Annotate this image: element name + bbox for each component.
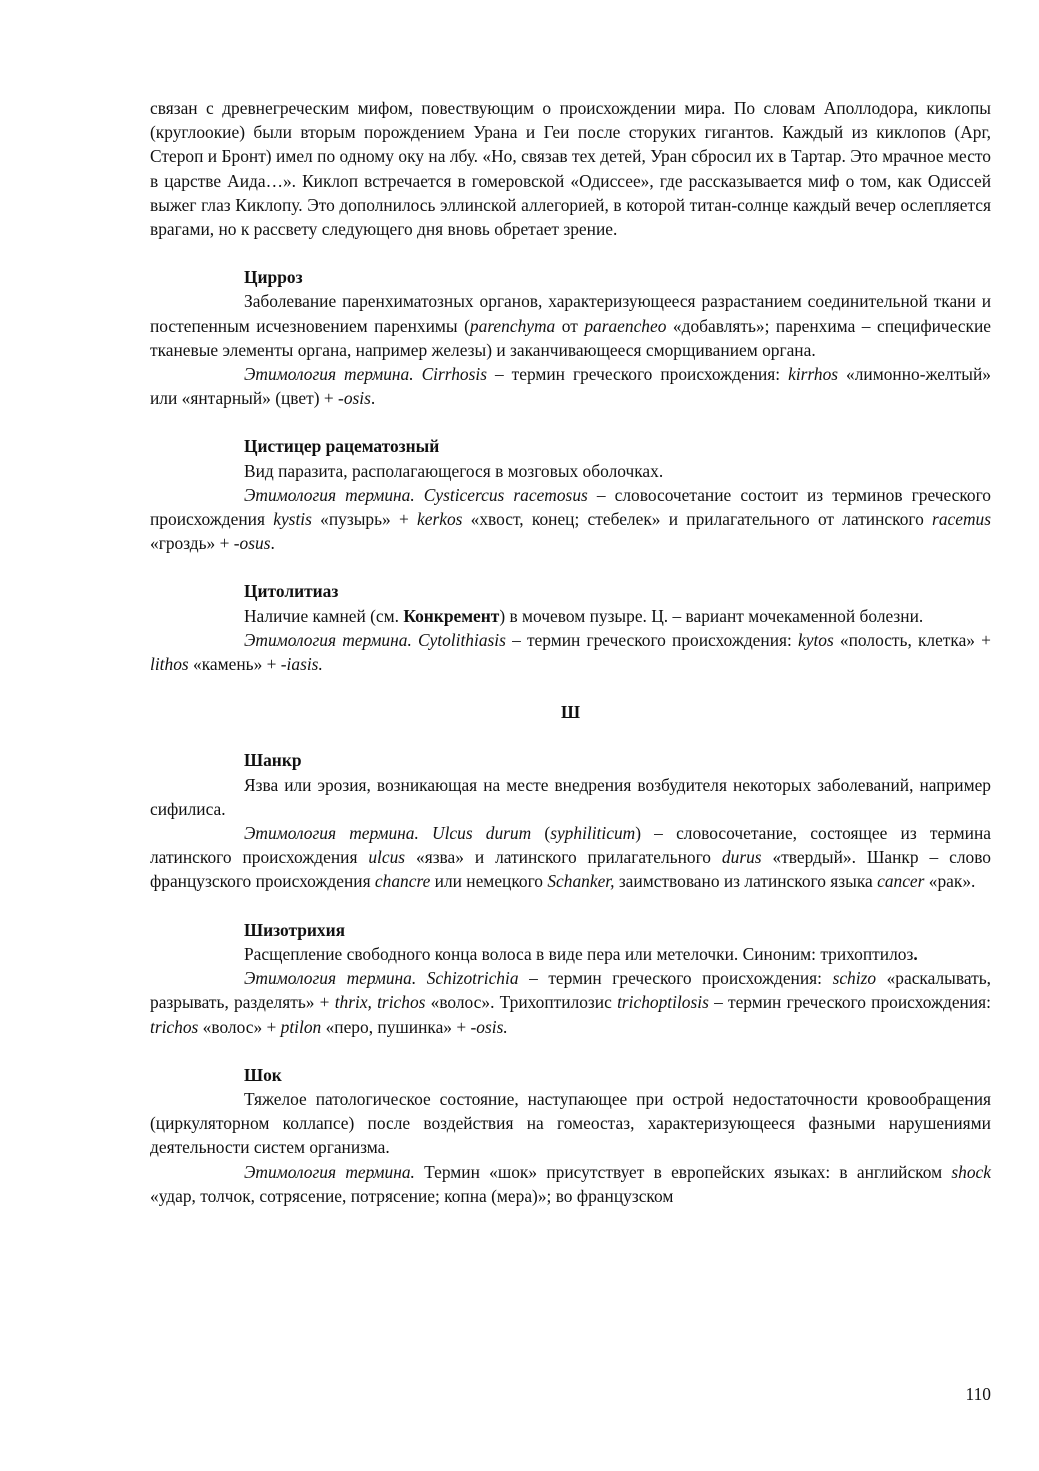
page-content	[150, 96, 991, 1208]
entry-title-cysticercus: Цистицер рацематозный	[244, 436, 440, 457]
chancre-definition: Язва или эрозия, возникающая на месте внедрения возбудителя некоторых заболеваний, например сифилиса.	[150, 774, 991, 819]
entry-title-cytolithiasis: Цитолитиаз	[244, 581, 339, 602]
schizotrichia-etymology: Этимология термина. Schizotrichia – термин греческого происхождения: schizo «раскалывать, разрывать, разделять» + thrix, trichos «волос». Трихоптилозис trichoptilosis – термин греческого происхождения: trichos «волос» + ptilon «перо, пушинка» + -osis.	[150, 968, 991, 1037]
cirrhosis-etymology: Этимология термина. Cirrhosis – термин греческого происхождения: kirrhos «лимонно-желтый» или «янтарный» (цвет) + -osis.	[150, 364, 991, 409]
section-letter: Ш	[560, 702, 581, 723]
entry-title-schizotrichia: Шизотрихия	[244, 919, 346, 940]
cross-reference: Конкремент	[403, 605, 500, 626]
intro-paragraph: связан с древнегреческим мифом, повествующим о происхождении мира. По словам Аполлодора, киклопы (круглоокие) были вторым порождением Урана и Геи после сторуких гигантов. Каждый из киклопов (Арг, Стероп и Бронт) имел по одному оку на лбу. «Но, связав тех детей, Уран сбросил их в Тартар. Это мрачное место в царстве Аида…». Киклоп встречается в гомеровской «Одиссее», где рассказывается миф о том, как Одиссей выжег глаз Киклопу. Это дополнилось эллинской аллегорией, в которой титан-солнце каждый вечер ослепляется врагами, но к рассвету следующего дня вновь обретает зрение.	[150, 98, 991, 240]
entry-title-chancre: Шанкр	[244, 750, 302, 771]
cytolithiasis-etymology: Этимология термина. Cytolithiasis – термин греческого происхождения: kytos «полость, клетка» + lithos «камень» + -iasis.	[150, 629, 991, 675]
page-number: 110	[965, 1384, 991, 1404]
shock-definition: Тяжелое патологическое состояние, наступающее при острой недостаточности кровообращения (циркуляторном коллапсе) после воздействия на гомеостаз, характеризующееся фазными нарушениями деятельности систем организма.	[150, 1088, 991, 1158]
entry-title-cirrhosis: Цирроз	[244, 267, 303, 288]
cysticercus-etymology: Этимология термина. Cysticercus racemosus – словосочетание состоит из терминов греческого происхождения kystis «пузырь» + kerkos «хвост, конец; стебелек» и прилагательного от латинского racemus «гроздь» + -osus.	[150, 484, 992, 554]
shock-etymology: Этимология термина. Термин «шок» присутствует в европейских языках: в английском shock «удар, толчок, сотрясение, потрясение; копна (мера)»; во французском	[150, 1161, 991, 1206]
entry-title-shock: Шок	[244, 1064, 282, 1085]
cirrhosis-definition: Заболевание паренхиматозных органов, характеризующееся разрастанием соединительной ткани и постепенным исчезновением паренхимы (parenchyma от paraencheo «добавлять»; паренхима – специфические тканевые элементы органа, например железы) и заканчивающееся сморщиванием органа.	[150, 291, 991, 360]
cysticercus-definition: Вид паразита, располагающегося в мозговых оболочках.	[244, 460, 664, 481]
schizotrichia-definition: Расщепление свободного конца волоса в виде пера или метелочки. Синоним: трихоптилоз.	[244, 943, 918, 964]
cytolithiasis-definition: Наличие камней (см. Конкремент) в мочевом пузыре. Ц. – вариант мочекаменной болезни.	[244, 605, 924, 626]
chancre-etymology: Этимология термина. Ulcus durum (syphiliticum) – словосочетание, состоящее из термина латинского происхождения ulcus «язва» и латинского прилагательного durus «твердый». Шанкр – слово французского происхождения chancre или немецкого Schanker, заимствовано из латинского языка cancer «рак».	[150, 823, 992, 892]
